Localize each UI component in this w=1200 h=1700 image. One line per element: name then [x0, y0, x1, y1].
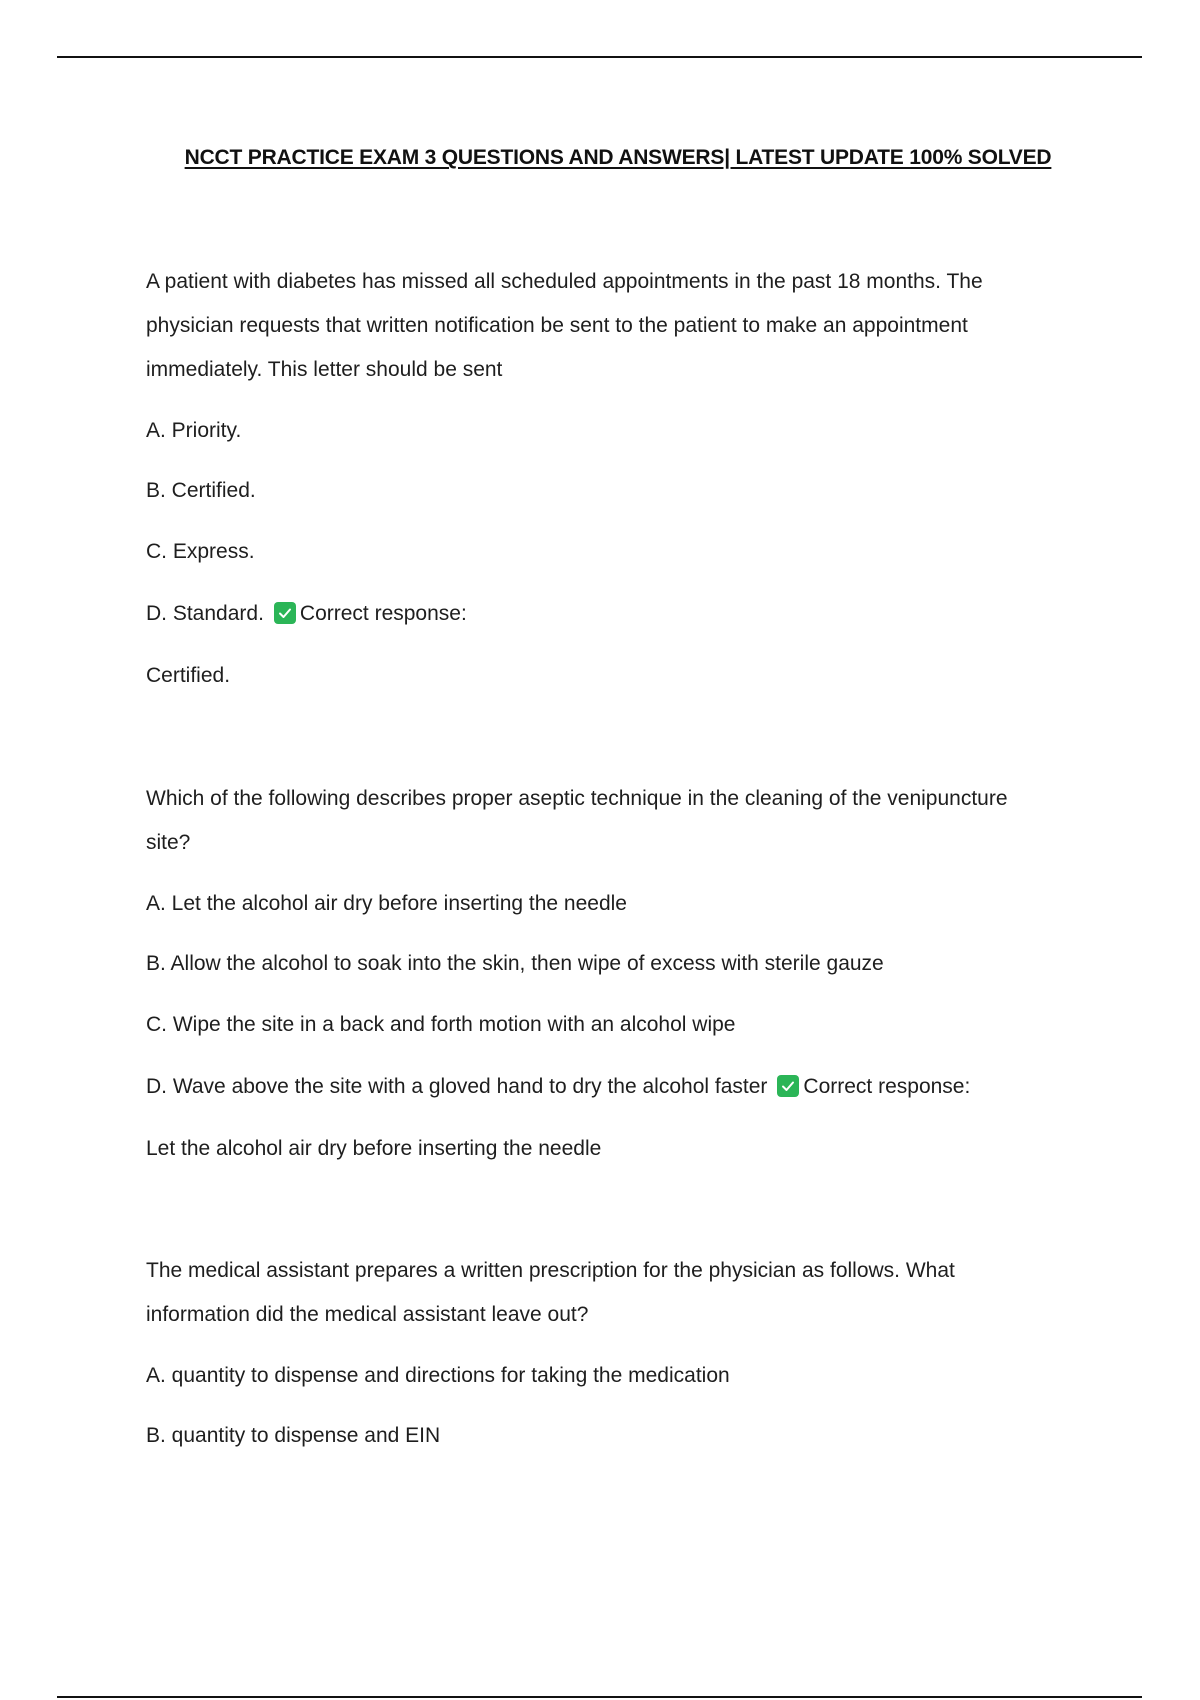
question-3-option-a: A. quantity to dispense and directions for taking the medication	[146, 1364, 730, 1387]
check-mark-icon	[274, 602, 296, 624]
check-mark-icon	[777, 1075, 799, 1097]
question-1-option-a: A. Priority.	[146, 419, 242, 442]
question-2-answer: Let the alcohol air dry before inserting the needle	[146, 1137, 602, 1160]
question-3-option-b: B. quantity to dispense and EIN	[146, 1424, 441, 1447]
footer-rule	[57, 1696, 1142, 1698]
question-2-correct-label: Correct response:	[803, 1075, 971, 1098]
question-1-stem-line-3: immediately. This letter should be sent	[146, 358, 503, 381]
header-rule	[57, 56, 1142, 58]
question-3-stem-line-1: The medical assistant prepares a written prescription for the physician as follows. What	[146, 1259, 955, 1282]
question-2-option-c: C. Wipe the site in a back and forth motion with an alcohol wipe	[146, 1013, 736, 1036]
question-2-option-d: D. Wave above the site with a gloved hand to dry the alcohol faster	[146, 1075, 768, 1098]
question-1-option-b: B. Certified.	[146, 479, 256, 502]
question-3-stem-line-2: information did the medical assistant leave out?	[146, 1303, 589, 1326]
document-title: NCCT PRACTICE EXAM 3 QUESTIONS AND ANSWERS| LATEST UPDATE 100% SOLVED	[184, 146, 1052, 169]
question-2-option-a: A. Let the alcohol air dry before inserting the needle	[146, 892, 627, 915]
question-1-correct-label: Correct response:	[299, 602, 467, 625]
question-1-option-d-row	[146, 600, 467, 628]
question-1-stem-line-2: physician requests that written notification be sent to the patient to make an appointment	[146, 314, 968, 337]
question-2-stem-line-2: site?	[146, 831, 191, 854]
question-1-answer: Certified.	[146, 664, 231, 687]
question-2-stem-line-1: Which of the following describes proper aseptic technique in the cleaning of the venipuncture	[146, 787, 1008, 810]
question-1-option-d: D. Standard.	[146, 602, 264, 625]
question-1-stem-line-1: A patient with diabetes has missed all scheduled appointments in the past 18 months. The	[146, 270, 983, 293]
question-2-option-b: B. Allow the alcohol to soak into the skin, then wipe of excess with sterile gauze	[146, 952, 884, 975]
question-1-option-c: C. Express.	[146, 540, 255, 563]
question-2-option-d-row	[146, 1073, 970, 1101]
